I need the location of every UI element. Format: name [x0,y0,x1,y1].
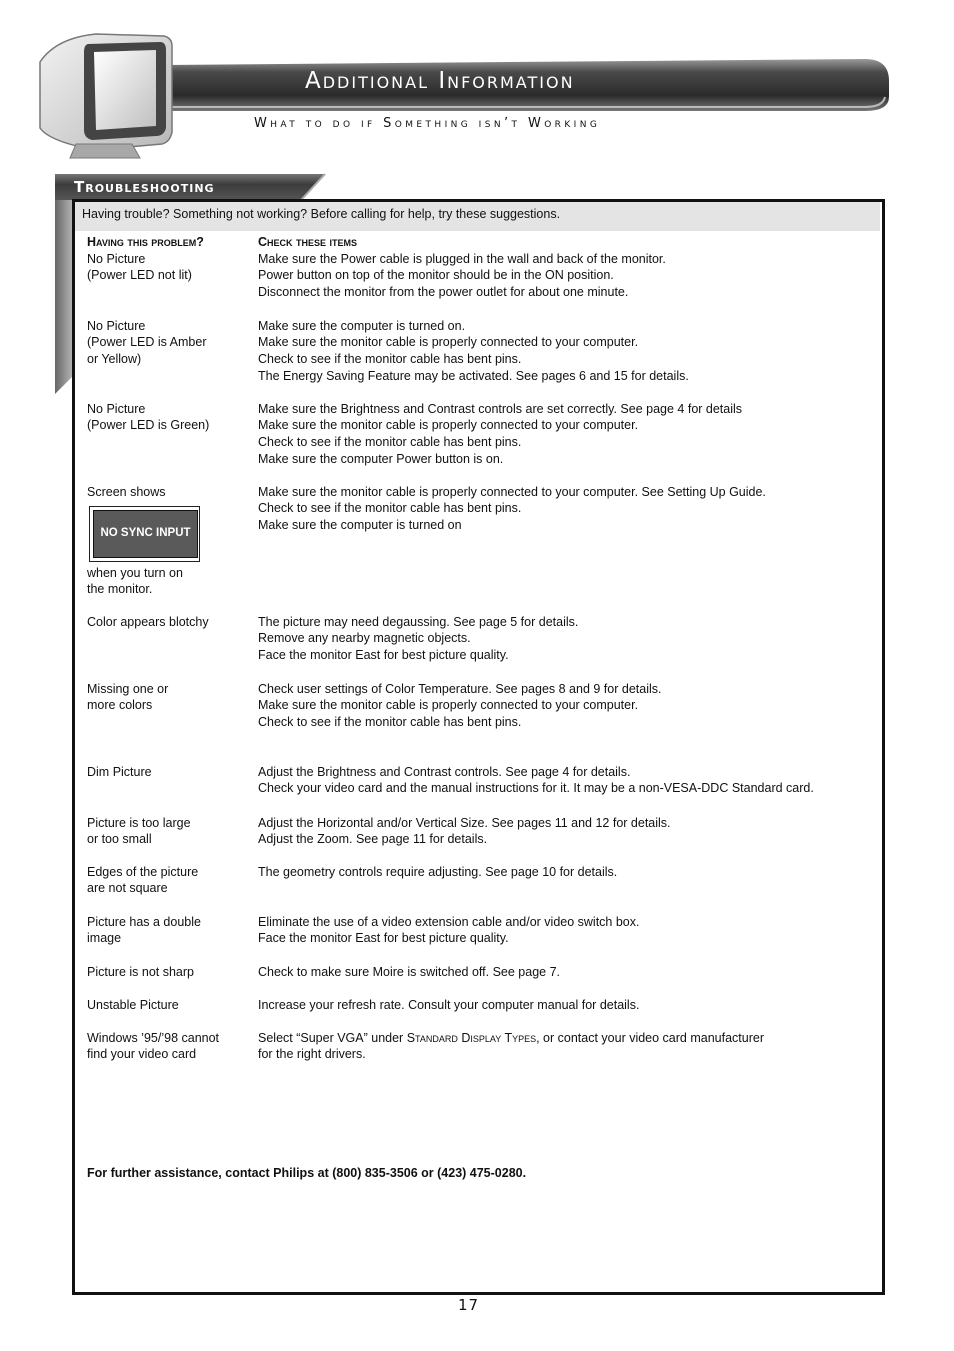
no-sync-message: NO SYNC INPUT [100,527,191,539]
problem-text: Missing one or more colors [87,681,169,713]
page-number: 17 [458,1296,480,1314]
check-text: Check to make sure Moire is switched off. See page 7. [258,964,561,979]
problem-text: Edges of the picture are not square [87,864,199,896]
page-subtitle: What to do if Something isn’t Working [254,116,601,131]
problem-text: No Picture (Power LED is Amber or Yellow) [87,318,207,367]
section-heading: Troubleshooting [74,178,215,196]
problem-text: Picture is not sharp [87,964,194,979]
check-text: Increase your refresh rate. Consult your computer manual for details. [258,997,640,1012]
check-text: Make sure the Brightness and Contrast controls are set correctly. See page 4 for details Make sure the monitor cable is properly connected to your computer. Check to see if the monitor cable has bent pins. Make sure the computer Power button is on. [258,401,743,466]
check-text: Make sure the monitor cable is properly connected to your computer. See Setting Up Guide. Check to see if the monitor cable has bent pins. Make sure the computer is turned on [258,484,766,533]
page-title: Additional Information [305,68,575,94]
monitor-icon [36,32,176,162]
check-text: The picture may need degaussing. See page 5 for details. Remove any nearby magnetic objects. Face the monitor East for best picture quality. [258,614,579,663]
check-text: Eliminate the use of a video extension cable and/or video switch box. Face the monitor East for best picture quality. [258,914,640,946]
problem-text: when you turn on the monitor. [87,565,183,597]
problem-text: No Picture (Power LED not lit) [87,251,192,283]
check-text: Make sure the computer is turned on. Make sure the monitor cable is properly connected to your computer. Check to see if the monitor cable has bent pins. The Energy Saving Feature may be activated. See pages 6 and 15 for details. [258,318,689,383]
check-text: The geometry controls require adjusting. See page 10 for details. [258,864,618,879]
check-text: Make sure the Power cable is plugged in the wall and back of the monitor. Power button on top of the monitor should be in the ON position. Disconnect the monitor from the power outlet for about one minute. [258,251,666,300]
check-text: Check user settings of Color Temperature. See pages 8 and 9 for details. Make sure the monitor cable is properly connected to your computer. Check to see if the monitor cable has bent pins. [258,681,662,730]
problem-text: Screen shows [87,484,166,499]
intro-text: Having trouble? Something not working? Before calling for help, try these suggestions. [82,207,561,221]
column-header-check: Check these items [258,235,357,249]
column-header-problem: Having this problem? [87,235,204,249]
problem-text: Unstable Picture [87,997,179,1012]
problem-text: Color appears blotchy [87,614,209,629]
no-sync-screen-image [89,506,200,562]
contact-info: For further assistance, contact Philips at (800) 835-3506 or (423) 475-0280. [87,1166,527,1180]
problem-text: Windows ’95/’98 cannot find your video card [87,1030,220,1062]
check-text: Adjust the Brightness and Contrast controls. See page 4 for details. Check your video card and the manual instructions for it. It may be a non-VESA-DDC Standard card. [258,764,814,796]
problem-text: No Picture (Power LED is Green) [87,401,210,433]
problem-text: Picture has a double image [87,914,201,946]
problem-text: Picture is too large or too small [87,815,191,847]
problem-text: Dim Picture [87,764,152,779]
check-text: Select “Super VGA” under Standard Display Types, or contact your video card manufacturer for the right drivers. [258,1030,764,1062]
check-text: Adjust the Horizontal and/or Vertical Size. See pages 11 and 12 for details. Adjust the Zoom. See page 11 for details. [258,815,671,847]
